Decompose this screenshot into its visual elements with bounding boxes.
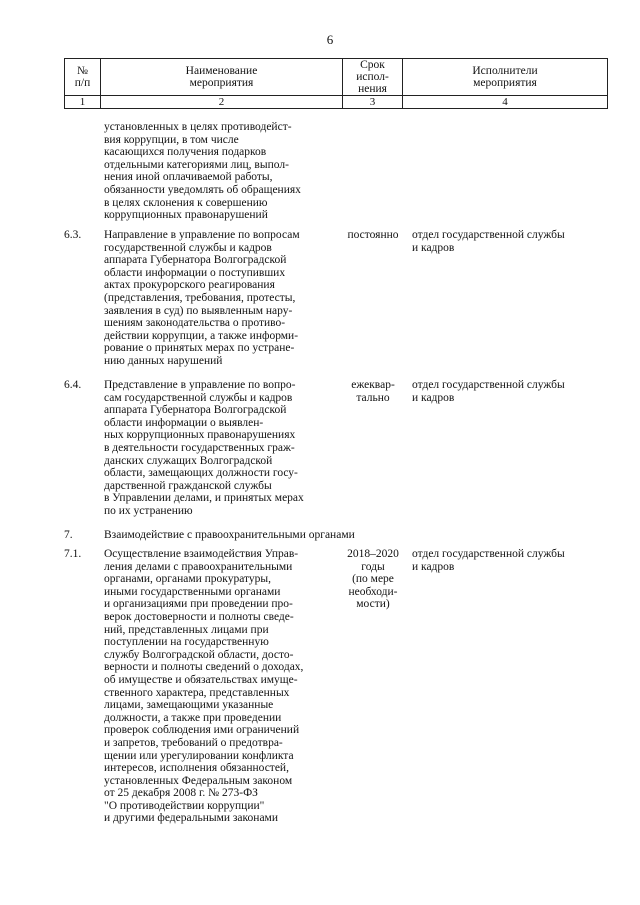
section-title: Взаимодействие с правоохранительными органами bbox=[104, 529, 355, 541]
column-number-row bbox=[65, 96, 608, 109]
item-text: Направление в управление по вопросам государственной службы и кадров аппарата Губернатора Волгоградской области информации о поступивших актах прокурорского реагирования (представления, требования, протесты, заявления в суд) по выявленным нару- шениям законодательства о противо- действии коррупции, а также информи- рование о принятых мерах по устране- нию данных нарушений bbox=[104, 229, 300, 367]
page-number: 6 bbox=[326, 32, 334, 47]
column-number: 3 bbox=[343, 96, 403, 109]
header-executor: Исполнители мероприятия bbox=[472, 65, 538, 89]
header-term-cell bbox=[343, 59, 403, 96]
header-number-cell bbox=[65, 59, 101, 96]
item-term: 2018–2020 годы (по мере необходи- мости) bbox=[347, 548, 399, 611]
item-term: ежеквар- тально bbox=[351, 379, 395, 404]
item-executor: отдел государственной службы и кадров bbox=[412, 229, 565, 254]
item-executor: отдел государственной службы и кадров bbox=[412, 379, 565, 404]
column-number: 2 bbox=[101, 96, 343, 109]
item-text: Осуществление взаимодействия Управ- ления делами с правоохранительными органами, органами прокуратуры, иными государственными органами и организациями при проведении про- верок достоверности и полноты сведе- ний, представленных лицами при поступлении на государственную службу Волгоградской области, досто- верности и полноты сведений о доходах, об имуществе и обязательствах имуще- ственного характера, представленных лицами, замещающими указанные должности, а также при проведении проверок соблюдения ими ограничений и запретов, требований о предотвра- щении или урегулировании конфликта интересов, исполнения обязанностей, установленных Федеральным законом от 25 декабря 2008 г. № 273-ФЗ "О противодействии коррупции" и другими федеральными законами bbox=[104, 548, 304, 825]
item-number: 7.1. bbox=[64, 548, 82, 560]
item-executor: отдел государственной службы и кадров bbox=[412, 548, 565, 573]
header-name-cell bbox=[101, 59, 343, 96]
section-number: 7. bbox=[64, 529, 73, 541]
column-number: 1 bbox=[65, 96, 101, 109]
column-number: 4 bbox=[403, 96, 608, 109]
item-number: 6.4. bbox=[64, 379, 82, 391]
item-number: 6.3. bbox=[64, 229, 82, 241]
item-text: Представление в управление по вопро- сам государственной службы и кадров аппарата Губернатора Волгоградской области информации о выявлен- ных коррупционных правонарушениях в деятельности государственных граж- данских служащих Волгоградской области, замещающих должности госу- дарственной гражданской службы в Управлении делами, и принятых мерах по их устранению bbox=[104, 379, 304, 517]
header-name: Наименование мероприятия bbox=[185, 65, 258, 89]
table-header bbox=[64, 58, 608, 109]
header-row bbox=[65, 59, 608, 96]
continuation-text: установленных в целях противодейст- вия коррупции, в том числе касающихся получения подарков отдельными категориями лиц, выпол- нения иной оплачиваемой работы, обязанности уведомлять об обращениях в целях склонения к совершению коррупционных правонарушений bbox=[104, 121, 301, 222]
header-number: № п/п bbox=[74, 65, 91, 89]
header-term: Срок испол- нения bbox=[356, 59, 389, 95]
header-executor-cell bbox=[403, 59, 608, 96]
item-term: постоянно bbox=[347, 229, 399, 241]
